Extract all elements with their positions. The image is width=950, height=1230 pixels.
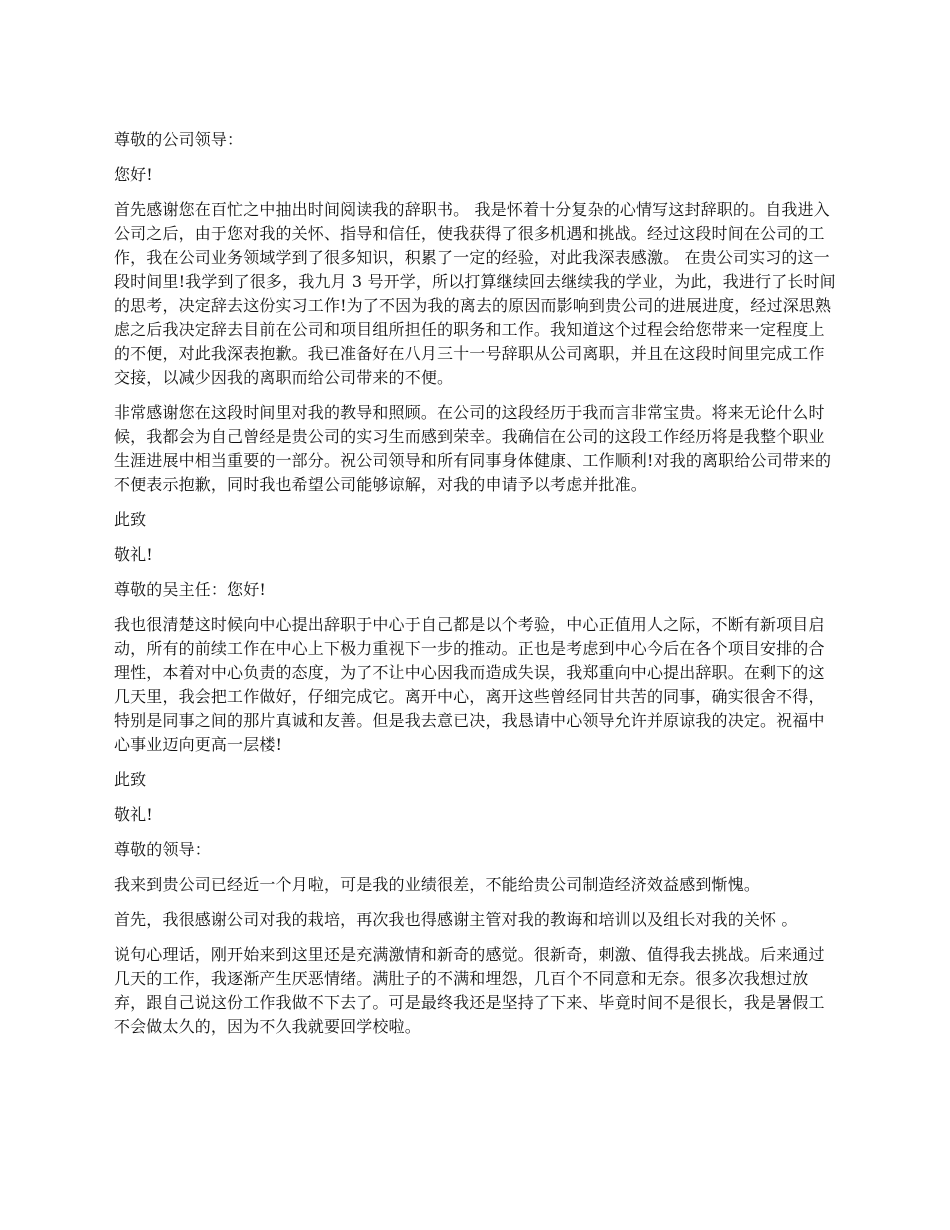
document-page [114, 128, 838, 1050]
body-paragraph: 说句心理话，刚开始来到这里还是充满激情和新奇的感觉。很新奇，刺激、值得我去挑战。后来通过几天的工作，我逐渐产生厌恶情绪。满肚子的不满和埋怨，几百个不同意和无奈。很多次我想过放弃，跟自己说这份工作我做不下去了。可是最终我还是坚持了下来、毕竟时间不是很长，我是暑假工不会做太久的，因为不久我就要回学校啦。 [114, 945, 825, 1036]
body-paragraph: 我来到贵公司已经近一个月啦，可是我的业绩很差，不能给贵公司制造经济效益感到惭愧。 [114, 875, 761, 894]
closing-cizhi: 此致 [114, 510, 147, 529]
body-paragraph: 首先感谢您在百忙之中抽出时间阅读我的辞职书。 我是怀着十分复杂的心情写这封辞职的。自我进入公司之后，由于您对我的关怀、指导和信任，使我获得了很多机遇和挑战。经过这段时间在公司的工作，我在公司业务领域学到了很多知识，积累了一定的经验，对此我深表感激。 在贵公司实习的这一段时间里!我学到了很多，我九月 3 号开学，所以打算继续回去继续我的学业，为此，我进行了长时间的思考，决定辞去这份实习工作!为了不因为我的离去的原因而影响到贵公司的进展进度，经过深思熟虑之后我决定辞去目前在公司和项目组所担任的职务和工作。我知道这个过程会给您带来一定程度上的不便，对此我深表抱歉。我已准备好在八月三十一号辞职从公司离职，并且在这段时间里完成工作交接，以减少因我的离职而给公司带来的不便。 [114, 200, 836, 387]
body-paragraph: 我也很清楚这时候向中心提出辞职于中心于自己都是以个考验，中心正值用人之际，不断有新项目启动，所有的前续工作在中心上下极力重视下一步的推动。正也是考虑到中心今后在各个项目安排的合理性，本着对中心负责的态度，为了不让中心因我而造成失误，我郑重向中心提出辞职。在剩下的这几天里，我会把工作做好，仔细完成它。离开中心，离开这些曾经同甘共苦的同事，确实很舍不得，特别是同事之间的那片真诚和友善。但是我去意已决，我恳请中心领导允许并原谅我的决定。祝福中心事业迈向更高一层楼! [114, 615, 825, 754]
closing-cizhi: 此致 [114, 770, 147, 789]
greeting: 您好! [114, 165, 153, 184]
salutation-company-leader: 尊敬的公司领导： [114, 130, 244, 149]
closing-jingli: 敬礼! [114, 545, 153, 564]
closing-jingli: 敬礼! [114, 805, 153, 824]
body-paragraph: 非常感谢您在这段时间里对我的教导和照顾。在公司的这段经历于我而言非常宝贵。将来无论什么时候，我都会为自己曾经是贵公司的实习生而感到荣幸。我确信在公司的这段工作经历将是我整个职业生涯进展中相当重要的一部分。祝公司领导和所有同事身体健康、工作顺利!对我的离职给公司带来的不便表示抱歉，同时我也希望公司能够谅解，对我的申请予以考虑并批准。 [114, 403, 832, 494]
salutation-leader: 尊敬的领导： [114, 840, 211, 859]
body-paragraph: 首先，我很感谢公司对我的栽培，再次我也得感谢主管对我的教诲和培训以及组长对我的关怀 。 [114, 910, 798, 929]
salutation-director-wu: 尊敬的吴主任：您好! [114, 580, 266, 599]
